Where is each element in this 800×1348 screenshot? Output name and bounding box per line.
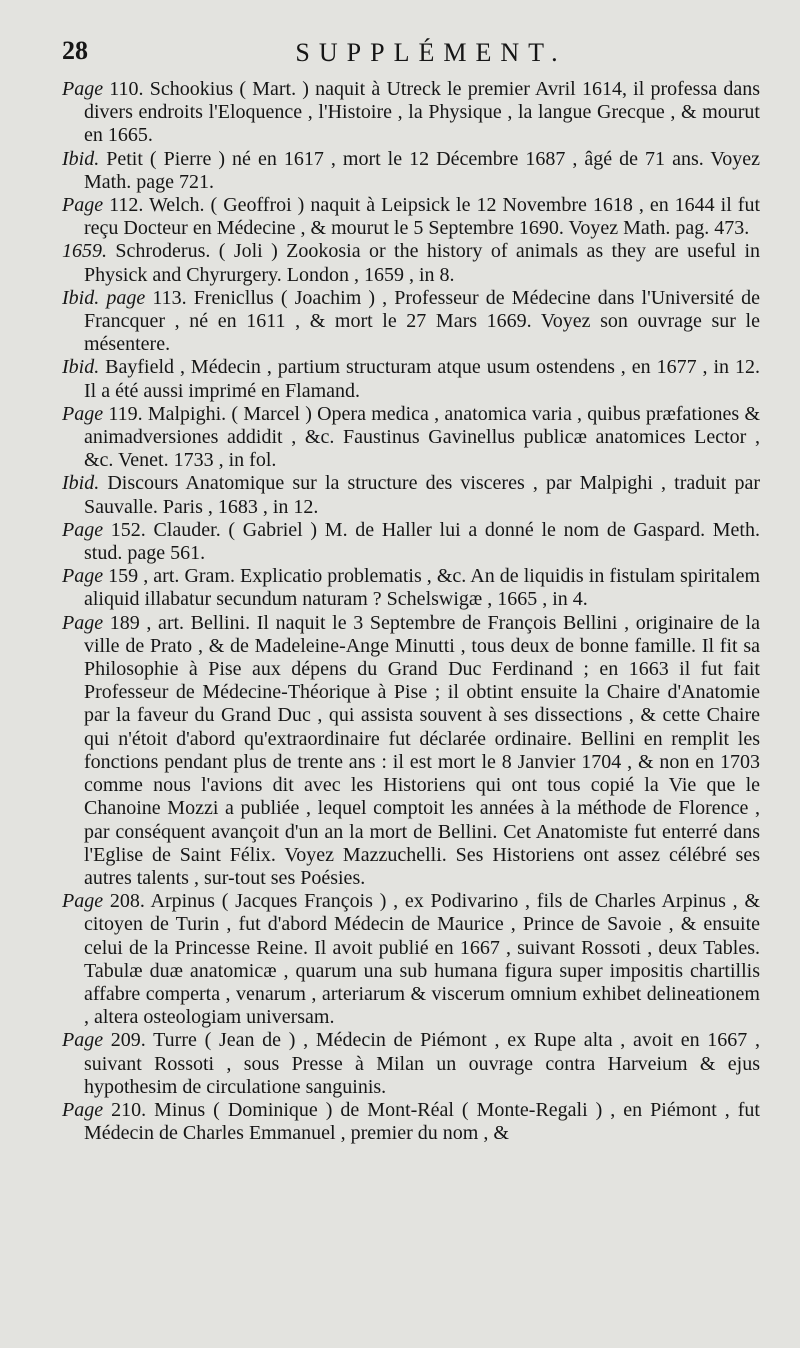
entry-text: 119. Malpighi. ( Marcel ) Opera medica , anatomica varia , quibus præfationes & animadversiones addidit , &c. Faustinus Gavinellus publicæ anatomices Lector , &c. Venet. 1733 , in fol. <box>84 402 760 472</box>
entry-text: 112. Welch. ( Geoffroi ) naquit à Leipsick le 12 Novembre 1618 , en 1644 il fut reçu Docteur en Médecine , & mourut le 5 Septembre 1690. Voyez Math. pag. 473. <box>84 194 760 240</box>
entry <box>62 403 760 473</box>
entry-reference: Page <box>62 1029 104 1052</box>
entry <box>62 287 760 357</box>
entry <box>62 612 760 890</box>
entry-text: Discours Anatomique sur la structure des visceres , par Malpighi , traduit par Sauvalle. Paris , 1683 , in 12. <box>84 472 760 518</box>
entry-text: Bayfield , Médecin , partium structuram atque usum ostendens , en 1677 , in 12. Il a été aussi imprimé en Flamand. <box>84 356 760 402</box>
entry <box>62 1099 760 1145</box>
entry-reference: Ibid. page <box>62 286 146 309</box>
entry-text: 209. Turre ( Jean de ) , Médecin de Piémont , ex Rupe alta , avoit en 1667 , suivant Rossoti , sous Presse à Milan un ouvrage contra Harveium & ejus hypothesim de circulatione sanguinis. <box>84 1029 760 1098</box>
entry <box>62 472 760 518</box>
entry-reference: Page <box>62 194 104 217</box>
running-head: SUPPLÉMENT. <box>295 38 567 67</box>
entry-list <box>62 78 760 1145</box>
entry-reference: Page <box>62 611 104 634</box>
entry-text: 113. Frenicllus ( Joachim ) , Professeur de Médecine dans l'Université de Francquer , né en 1611 , & mort le 27 Mars 1669. Voyez son ouvrage sur le mésentere. <box>84 286 761 356</box>
entry-reference: Ibid. <box>62 147 100 170</box>
entry-text: 189 , art. Bellini. Il naquit le 3 Septembre de François Bellini , originaire de la ville de Prato , & de Madeleine-Ange Minutti , tous deux de bonne famille. Il fit sa Philosophie à Pise aux dépens du Grand Duc Ferdinand ; en 1663 il fut fait Professeur de Médecine-Théorique à Pise ; il obtint ensuite la Chaire d'Anatomie par la faveur du Grand Duc , qui assista souvent à ses dissections , & cette Chaire qui n'étoit d'abord qu'extraordinaire fut déclarée ordinaire. Bellini en remplit les fonctions pendant plus de trente ans : il est mort le 8 Janvier 1704 , & non en 1703 comme nous l'avions dit avec les Historiens qui ont tous copié la Vie que le Chanoine Mozzi a publiée , lequel comptoit les années à la méthode de Florence , par conséquent avançoit d'un an la mort de Bellini. Cet Anatomiste fut enterré dans l'Eglise de Saint Félix. Voyez Mazzuchelli. Ses Historiens ont assez célébré ses autres talents , sur-tout ses Poésies. <box>84 611 760 889</box>
entry-text: Petit ( Pierre ) né en 1617 , mort le 12 Décembre 1687 , âgé de 71 ans. Voyez Math. page 721. <box>84 147 760 193</box>
entry <box>62 78 760 148</box>
entry-reference: Page <box>62 890 104 913</box>
entry-reference: 1659. <box>62 240 107 263</box>
page-header <box>62 36 760 76</box>
entry-text: 152. Clauder. ( Gabriel ) M. de Haller lui a donné le nom de Gaspard. Meth. stud. page 561. <box>84 518 760 565</box>
entry <box>62 194 760 240</box>
entry-reference: Page <box>62 78 104 100</box>
entry-text: Schroderus. ( Joli ) Zookosia or the history of animals as they are useful in Physick and Chyrurgery. London , 1659 , in 8. <box>84 240 760 286</box>
entry <box>62 356 760 402</box>
entry-reference: Page <box>62 1098 104 1121</box>
entry <box>62 240 760 286</box>
page-number: 28 <box>62 36 88 65</box>
entry <box>62 519 760 565</box>
entry-reference: Ibid. <box>62 472 100 495</box>
entry-reference: Page <box>62 518 104 541</box>
entry <box>62 565 760 611</box>
entry <box>62 148 760 194</box>
entry <box>62 890 760 1029</box>
entry-text: 159 , art. Gram. Explicatio problematis , &c. An de liquidis in fistulam spiritalem aliquid illabatur secundum naturam ? Schelswigæ , 1665 , in 4. <box>84 565 760 611</box>
entry <box>62 1029 760 1099</box>
entry-text: 208. Arpinus ( Jacques François ) , ex Podivarino , fils de Charles Arpinus , & citoyen de Turin , fut d'abord Médecin de Maurice , Prince de Savoie , & ensuite celui de la Princesse Reine. Il avoit publié en 1667 , suivant Rossoti , deux Tables. Tabulæ duæ anatomicæ , quarum una sub humana figura super impositis chartillis affabre comperta , venarum , arteriarum & viscerum omnium exhibet delineationem , altera osteologiam universam. <box>84 890 760 1029</box>
entry-text: 110. Schookius ( Mart. ) naquit à Utreck le premier Avril 1614, il professa dans divers endroits l'Eloquence , l'Histoire , la Physique , la langue Grecque , & mourut en 1665. <box>84 78 760 147</box>
entry-reference: Page <box>62 565 104 588</box>
entry-reference: Page <box>62 402 104 425</box>
entry-text: 210. Minus ( Dominique ) de Mont-Réal ( Monte-Regali ) , en Piémont , fut Médecin de Charles Emmanuel , premier du nom , & <box>84 1098 760 1145</box>
entry-reference: Ibid. <box>62 356 100 379</box>
